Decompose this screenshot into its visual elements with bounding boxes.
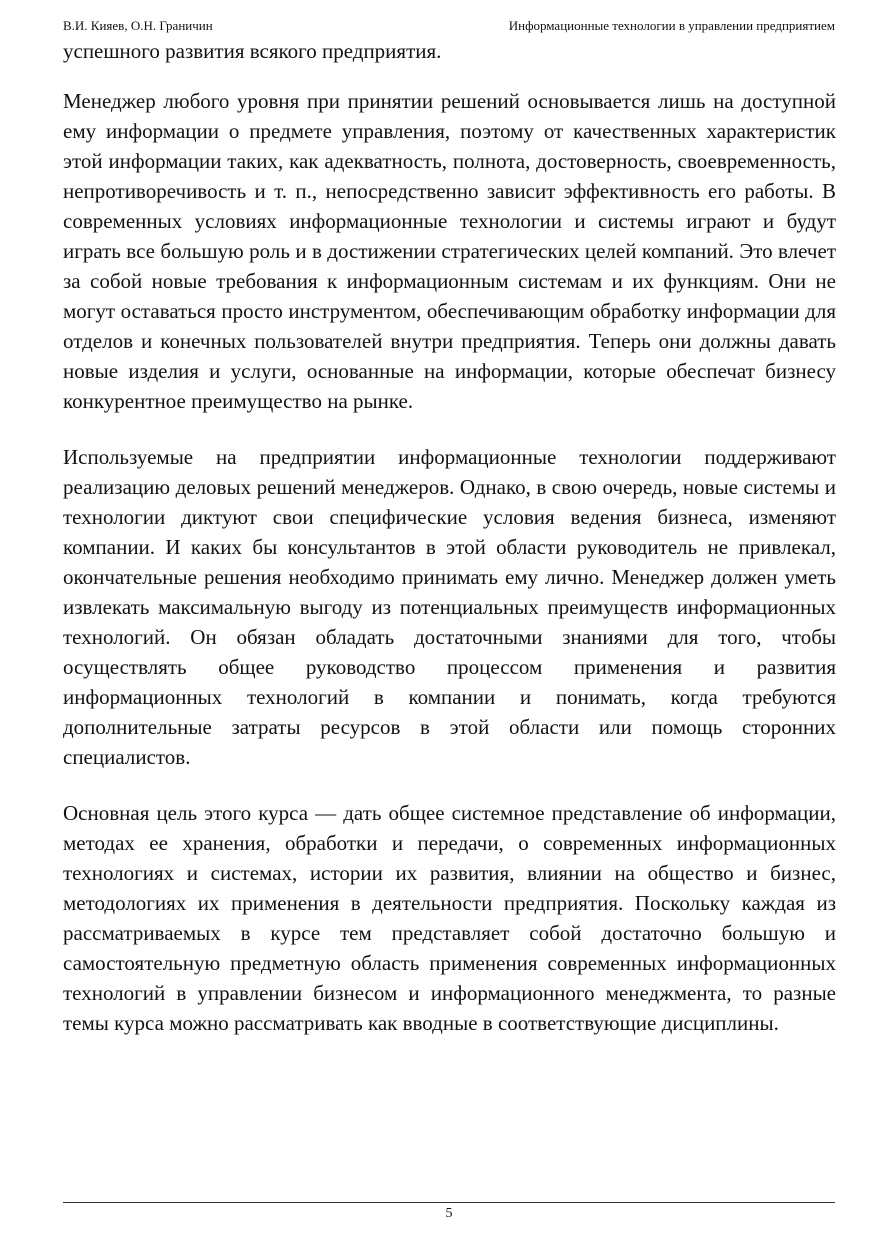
- header-authors: В.И. Кияев, О.Н. Граничин: [63, 18, 213, 33]
- page-number: 5: [445, 1206, 453, 1221]
- paragraph: Основная цель этого курса — дать общее системное представление об информации, методах ее хранения, обработки и передачи, о современных информационных технологиях и системах, истории их развития, влиянии на общество и бизнес, методологиях их применения в деятельности предприятия. Поскольку каждая из рассматриваемых в курсе тем представляет собой достаточно большую и самостоятельную предметную область применения современных информационных технологий в управлении бизнесом и информационного менеджмента, то разные темы курса можно рассматривать как вводные в соответствующие дисциплины.: [63, 801, 836, 1035]
- page-body: [63, 36, 836, 1064]
- paragraph: Используемые на предприятии информационные технологии поддерживают реализацию деловых решений менеджеров. Однако, в свою очередь, новые системы и технологии диктуют свои специфические условия ведения бизнеса, изменяют компании. И каких бы консультантов в этой области руководитель не привлекал, окончательные решения необходимо принимать ему лично. Менеджер должен уметь извлекать максимальную выгоду из потенциальных преимуществ информационных технологий. Он обязан обладать достаточными знаниями для того, чтобы осуществлять общее руководство процессом применения и развития информационных технологий в компании и понимать, когда требуются дополнительные затраты ресурсов в этой области или помощь сторонних специалистов.: [63, 445, 836, 769]
- footer-divider: [63, 1202, 835, 1203]
- paragraph: Менеджер любого уровня при принятии решений основывается лишь на доступной ему информации о предмете управления, поэтому от качественных характеристик этой информации таких, как адекватность, полнота, достоверность, своевременность, непротиворечивость и т. п., непосредственно зависит эффективность его работы. В современных условиях информационные технологии и системы играют и будут играть все большую роль и в достижении стратегических целей компаний. Это влечет за собой новые требования к информационным системам и их функциям. Они не могут оставаться просто инструментом, обеспечивающим обработку информации для отделов и конечных пользователей внутри предприятия. Теперь они должны давать новые изделия и услуги, основанные на информации, которые обеспечат бизнесу конкурентное преимущество на рынке.: [63, 89, 836, 413]
- paragraph-continuation: успешного развития всякого предприятия.: [63, 39, 442, 63]
- header-book-title: Информационные технологии в управлении предприятием: [508, 18, 835, 33]
- running-header: [63, 16, 835, 36]
